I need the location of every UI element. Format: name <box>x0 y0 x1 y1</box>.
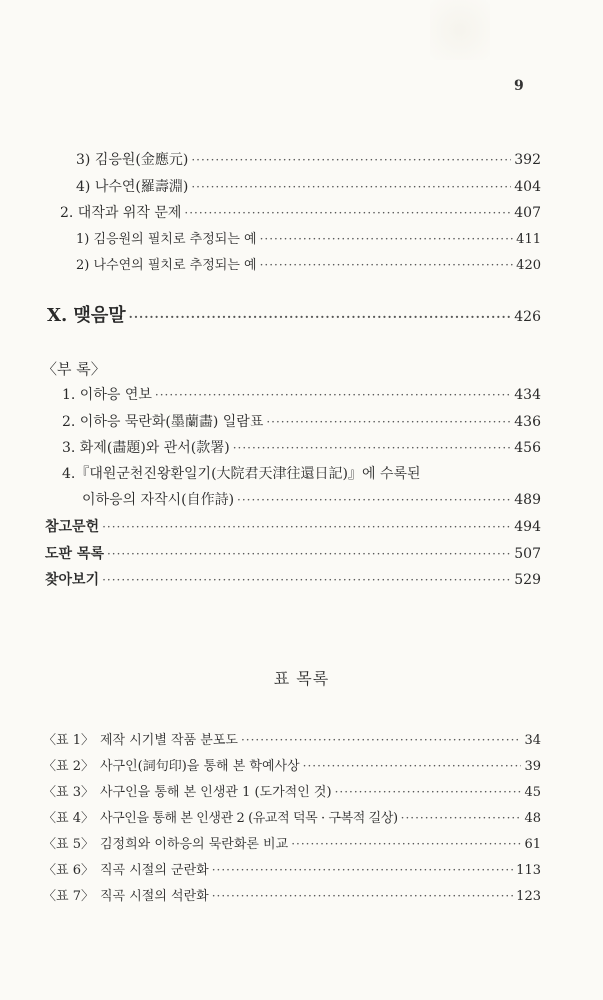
leader-dots <box>237 491 511 509</box>
appendix-entry <box>62 439 541 457</box>
chapter-title: Ⅹ. 맺음말 <box>47 305 126 326</box>
table-entry-label: 〈표 3〉 <box>43 785 94 800</box>
toc-entry-title: 2. 대작과 위작 문제 <box>60 205 182 221</box>
toc-entry-title: 4) 나수연(羅壽淵) <box>76 179 189 195</box>
toc-entry <box>76 151 541 169</box>
leader-dots <box>191 178 511 196</box>
appendix-entry <box>82 491 541 509</box>
appendix-entry-page: 456 <box>514 440 541 456</box>
leader-dots <box>241 731 522 749</box>
appendix-heading: 〈부 록〉 <box>42 360 106 378</box>
reference-entry-title: 찾아보기 <box>45 572 100 588</box>
table-entry <box>43 835 541 853</box>
reference-entry-page: 507 <box>514 546 541 562</box>
table-entry-label: 〈표 7〉 <box>43 889 94 904</box>
appendix-entry-title: 4.『대원군천진왕환일기(大院君天津往還日記)』에 수록된 <box>62 466 421 482</box>
toc-entry-page: 404 <box>514 179 541 195</box>
appendix-entry <box>62 413 541 431</box>
leader-dots <box>260 256 514 274</box>
table-entry <box>43 861 541 879</box>
leader-dots <box>335 783 522 801</box>
toc-entry-page: 392 <box>514 152 541 168</box>
table-entry <box>43 809 541 827</box>
table-entry-title: 사구인(詞句印)을 통해 본 학예사상 <box>99 759 300 774</box>
appendix-entry-title: 3. 화제(畵題)와 관서(款署) <box>62 440 230 456</box>
reference-entry <box>45 571 541 589</box>
table-entry-page: 48 <box>524 811 541 826</box>
leader-dots <box>102 571 511 589</box>
leader-dots <box>155 386 511 404</box>
reference-entry-title: 참고문헌 <box>45 519 100 535</box>
toc-entry-page: 407 <box>514 205 541 221</box>
leader-dots <box>303 757 522 775</box>
toc-entry <box>76 178 541 196</box>
table-entry-page: 34 <box>524 733 541 748</box>
chapter-entry <box>47 304 541 328</box>
appendix-entry-line1 <box>62 465 541 483</box>
table-entry-label: 〈표 1〉 <box>43 733 94 748</box>
leader-dots <box>260 230 514 248</box>
reference-entry-page: 529 <box>514 572 541 588</box>
table-entry-page: 113 <box>516 863 541 878</box>
leader-dots <box>212 861 513 879</box>
leader-dots <box>266 413 511 431</box>
table-entry-title: 제작 시기별 작품 분포도 <box>99 733 238 748</box>
table-entry <box>43 783 541 801</box>
appendix-entry-title: 2. 이하응 묵란화(墨蘭畵) 일람표 <box>62 414 264 430</box>
toc-entry-title: 2) 나수연의 필치로 추정되는 예 <box>76 258 257 273</box>
page-number: 9 <box>514 78 524 94</box>
table-entry-title: 사구인을 통해 본 인생관 1 (도가적인 것) <box>99 785 332 800</box>
leader-dots <box>291 835 521 853</box>
table-entry-label: 〈표 6〉 <box>43 863 94 878</box>
appendix-entry-page: 436 <box>514 414 541 430</box>
leader-dots <box>212 887 513 905</box>
toc-entry-title: 3) 김응원(金應元) <box>76 152 189 168</box>
toc-entry-page: 411 <box>516 232 541 247</box>
toc-entry <box>76 256 541 274</box>
chapter-page: 426 <box>514 309 541 325</box>
appendix-entry-title: 1. 이하응 연보 <box>62 387 152 403</box>
table-entry <box>43 757 541 775</box>
table-entry-label: 〈표 5〉 <box>43 837 94 852</box>
appendix-entry-page: 489 <box>514 492 541 508</box>
table-entry-page: 45 <box>524 785 541 800</box>
table-entry-label: 〈표 2〉 <box>43 759 94 774</box>
leader-dots <box>191 151 511 169</box>
table-entry-label: 〈표 4〉 <box>43 811 94 826</box>
toc-entry <box>60 204 541 222</box>
table-entry <box>43 731 541 749</box>
appendix-entry-page: 434 <box>514 387 541 403</box>
toc-entry-page: 420 <box>516 258 541 273</box>
appendix-entry-title: 이하응의 자작시(自作詩) <box>82 492 235 508</box>
leader-dots <box>107 545 511 563</box>
table-entry-page: 123 <box>516 889 541 904</box>
reference-entry-title: 도판 목록 <box>45 546 104 562</box>
paper-stain <box>430 0 490 60</box>
table-entry-title: 김정희와 이하응의 묵란화론 비교 <box>99 837 289 852</box>
toc-entry <box>76 230 541 248</box>
table-entry-title: 직곡 시절의 석란화 <box>99 889 209 904</box>
table-entry-page: 61 <box>524 837 541 852</box>
leader-dots <box>233 439 512 457</box>
leader-dots <box>401 809 522 827</box>
toc-entry-title: 1) 김응원의 필치로 추정되는 예 <box>76 232 257 247</box>
table-entry <box>43 887 541 905</box>
reference-entry <box>45 545 541 563</box>
reference-entry <box>45 518 541 536</box>
leader-dots <box>184 204 511 222</box>
table-entry-page: 39 <box>524 759 541 774</box>
appendix-entry <box>62 386 541 404</box>
reference-entry-page: 494 <box>514 519 541 535</box>
tables-heading: 표 목록 <box>273 669 330 688</box>
table-entry-title: 사구인을 통해 본 인생관 2 (유교적 덕목 · 구복적 길상) <box>99 811 398 826</box>
leader-dots <box>129 305 512 329</box>
leader-dots <box>102 518 511 536</box>
table-entry-title: 직곡 시절의 군란화 <box>99 863 209 878</box>
